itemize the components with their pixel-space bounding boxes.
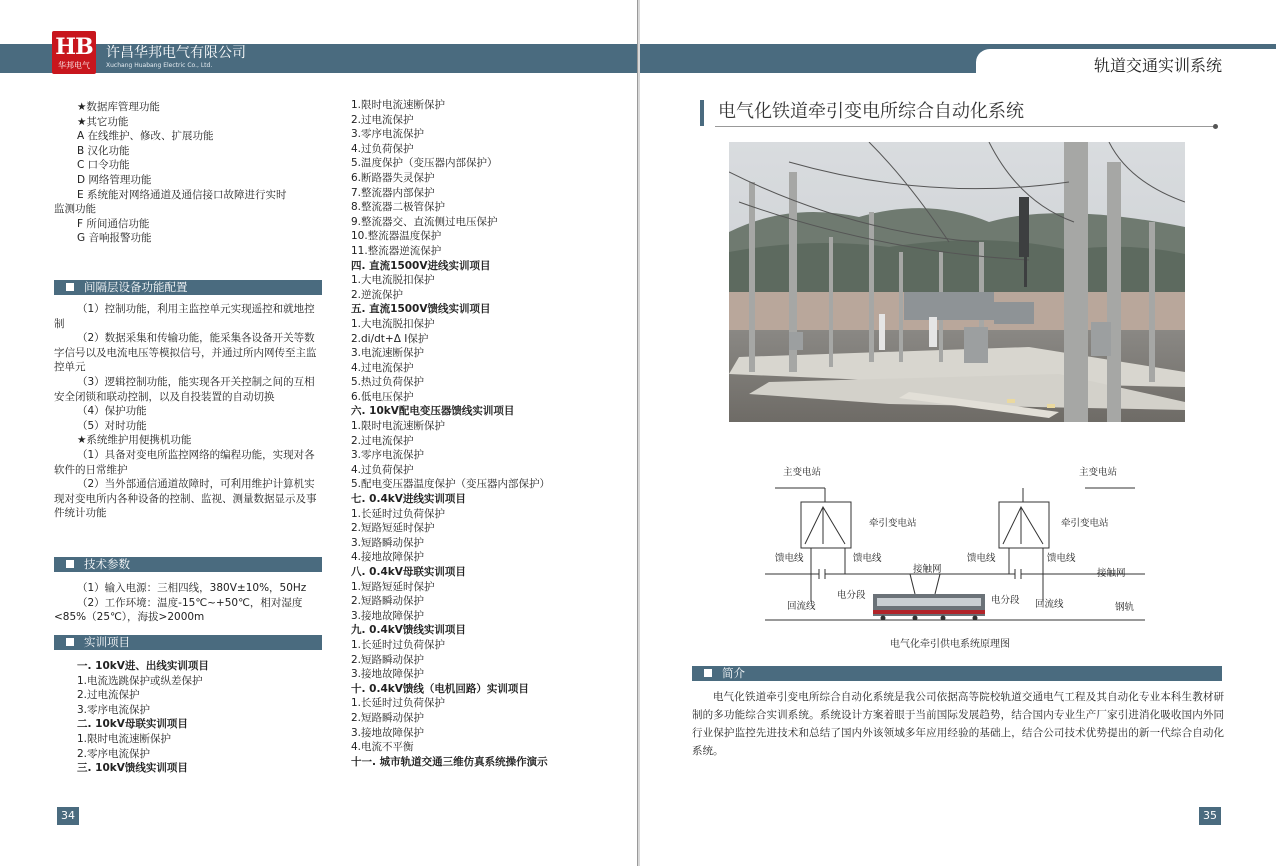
page-title: 电气化铁道牵引变电所综合自动化系统 <box>718 101 1024 122</box>
project-item: 1.大电流脱扣保护 <box>351 317 435 330</box>
project-item: 一. 10kV进、出线实训项目 <box>77 660 209 672</box>
project-item: 1.大电流脱扣保护 <box>351 274 435 287</box>
project-item: 2.逆流保护 <box>351 288 404 301</box>
project-item: 3.接地故障保护 <box>351 726 425 739</box>
features-list <box>54 100 322 246</box>
page-number: 34 <box>57 807 79 825</box>
training-projects-list <box>77 659 322 776</box>
label-return-line: 回流线 <box>1035 599 1064 610</box>
label-feeder: 馈电线 <box>1047 553 1076 564</box>
project-item: 5.热过负荷保护 <box>351 376 425 389</box>
feature-item: C 口令功能 <box>77 159 130 172</box>
project-item: 2.过电流保护 <box>77 689 140 702</box>
label-section: 电分段 <box>837 590 866 601</box>
company-name: 许昌华邦电气有限公司 <box>106 45 246 61</box>
project-item: 1.长延时过负荷保护 <box>351 507 446 520</box>
intro-paragraph: 电气化铁道牵引变电所综合自动化系统是我公司依据高等院校轨道交通电气工程及其自动化专业本科生教材研制的多功能综合实训系统。系统设计方案着眼于当前国际发展趋势，结合国内专业生产厂家引进消化吸收国内外同行业保护监控先进技术和总结了国内外该领域多年应用经验的基础上，结合公司技术优势提出的新一代综合自动化系统。 <box>692 691 1224 757</box>
project-item: 4.过负荷保护 <box>351 142 414 155</box>
page-number: 35 <box>1199 807 1221 825</box>
project-item: 十一. 城市轨道交通三维仿真系统操作演示 <box>351 755 548 768</box>
tech-params-list <box>54 581 322 625</box>
project-item: 3.接地故障保护 <box>351 609 425 622</box>
project-item: 五. 直流1500V馈线实训项目 <box>351 303 491 316</box>
label-feeder: 馈电线 <box>775 553 804 564</box>
label-section: 电分段 <box>991 595 1020 606</box>
title-dot <box>1213 124 1218 129</box>
feature-item: ★其它功能 <box>77 115 129 128</box>
feature-item: F 所间通信功能 <box>77 217 150 230</box>
project-item: 7.整流器内部保护 <box>351 186 435 199</box>
label-traction-substation: 牵引变电站 <box>1061 518 1109 529</box>
project-item: 七. 0.4kV进线实训项目 <box>351 493 466 506</box>
section-title: 技术参数 <box>84 557 130 571</box>
project-item: 2.短路短延时保护 <box>351 522 435 535</box>
project-item: 1.长延时过负荷保护 <box>351 697 446 710</box>
label-main-station: 主变电站 <box>783 467 822 478</box>
section-header-tech <box>54 557 322 572</box>
label-main-station: 主变电站 <box>1079 467 1118 478</box>
project-item: 10.整流器温度保护 <box>351 230 442 243</box>
feature-item: B 汉化功能 <box>77 144 130 157</box>
project-item: 2.零序电流保护 <box>77 747 151 760</box>
project-item: 3.零序电流保护 <box>77 703 151 716</box>
feature-item: 监测功能 <box>54 203 96 216</box>
label-feeder: 馈电线 <box>853 553 882 564</box>
project-item: 三. 10kV馈线实训项目 <box>77 762 188 775</box>
project-item: 1.限时电流速断保护 <box>351 420 446 433</box>
project-item: 2.过电流保护 <box>351 113 414 126</box>
project-item: 4.接地故障保护 <box>351 551 425 564</box>
section-title: 简介 <box>722 666 745 680</box>
title-underline <box>715 126 1215 127</box>
project-item: 十. 0.4kV馈线（电机回路）实训项目 <box>351 682 529 695</box>
substation-photo <box>729 142 1185 422</box>
project-item: 5.温度保护（变压器内部保护） <box>351 157 498 170</box>
project-item: 4.电流不平衡 <box>351 741 414 754</box>
bay-function-item: （3）逻辑控制功能，能实现各开关控制之间的互相安全闭锁和联动控制，以及自投装置的自动切换 <box>54 375 315 403</box>
project-item: 1.长延时过负荷保护 <box>351 638 446 651</box>
bay-function-item: ★系统维护用便携机功能 <box>77 434 192 447</box>
bay-function-item: （5）对时功能 <box>77 419 147 432</box>
project-item: 八. 0.4kV母联实训项目 <box>351 566 466 578</box>
feature-item: A 在线维护、修改、扩展功能 <box>77 130 214 143</box>
project-item: 2.短路瞬动保护 <box>351 711 425 724</box>
label-feeder: 馈电线 <box>967 553 996 564</box>
training-projects-list-2 <box>351 98 621 769</box>
project-item: 9.整流器交、直流侧过电压保护 <box>351 215 498 228</box>
logo-subtext: 华邦电气 <box>58 61 90 70</box>
label-contact-line: 接触网 <box>1097 568 1126 579</box>
project-item: 3.零序电流保护 <box>351 449 425 462</box>
bay-function-item: （1）控制功能，利用主监控单元实现遥控和就地控制 <box>54 303 315 330</box>
project-item: 2.短路瞬动保护 <box>351 653 425 666</box>
project-item: 2.di/dt+Δ I保护 <box>351 332 429 345</box>
bay-function-item: （1）具备对变电所监控网络的编程功能，实现对各软件的日常维护 <box>54 448 315 476</box>
feature-item: G 音响报警功能 <box>77 232 152 245</box>
diagram-caption: 电气化牵引供电系统原理图 <box>890 639 1010 650</box>
project-item: 2.短路瞬动保护 <box>351 595 425 608</box>
feature-item: D 网络管理功能 <box>77 173 152 186</box>
label-traction-substation: 牵引变电站 <box>869 518 917 529</box>
project-item: 4.过电流保护 <box>351 361 414 374</box>
project-item: 8.整流器二极管保护 <box>351 201 446 214</box>
project-item: 1.电流选跳保护或纵差保护 <box>77 674 203 687</box>
company-name-en: Xuchang Huabang Electric Co., Ltd. <box>106 62 213 69</box>
bay-functions-list <box>54 302 322 521</box>
project-item: 六. 10kV配电变压器馈线实训项目 <box>351 405 515 418</box>
feature-item: E 系统能对网络通道及通信接口故障进行实时 <box>77 188 287 201</box>
project-item: 3.接地故障保护 <box>351 668 425 681</box>
label-contact-line: 接触网 <box>913 564 942 575</box>
bay-function-item: （2）数据采集和传输功能，能采集各设备开关等数字信号以及电流电压等模拟信号，并通过所内网传至主监控单元 <box>54 332 317 374</box>
project-item: 3.零序电流保护 <box>351 128 425 141</box>
project-item: 四. 直流1500V进线实训项目 <box>351 259 491 272</box>
section-title: 间隔层设备功能配置 <box>84 280 188 294</box>
system-title: 轨道交通实训系统 <box>1093 56 1222 75</box>
project-item: 二. 10kV母联实训项目 <box>77 718 188 731</box>
project-item: 6.低电压保护 <box>351 390 414 403</box>
project-item: 1.限时电流速断保护 <box>77 732 172 745</box>
project-item: 2.过电流保护 <box>351 434 414 447</box>
bay-function-item: （2）当外部通信通道故障时，可利用维护计算机实现对变电所内各种设备的控制、监视、测量数据显示及事件统计功能 <box>54 478 317 520</box>
project-item: 3.电流速断保护 <box>351 347 425 360</box>
project-item: 11.整流器逆流保护 <box>351 244 442 257</box>
section-title: 实训项目 <box>84 635 130 649</box>
project-item: 1.短路短延时保护 <box>351 580 435 593</box>
left-page <box>0 0 637 866</box>
company-logo <box>52 31 96 74</box>
section-header-bay <box>54 280 322 295</box>
section-header-training <box>54 635 322 650</box>
traction-supply-diagram <box>765 462 1145 632</box>
bay-function-item: （4）保护功能 <box>77 405 147 418</box>
project-item: 5.配电变压器温度保护（变压器内部保护） <box>351 478 551 491</box>
feature-item: ★数据库管理功能 <box>77 101 160 113</box>
title-accent-bar <box>700 100 704 126</box>
project-item: 九. 0.4kV馈线实训项目 <box>351 624 466 637</box>
project-item: 6.断路器失灵保护 <box>351 171 435 184</box>
project-item: 4.过负荷保护 <box>351 463 414 476</box>
project-item: 3.短路瞬动保护 <box>351 536 425 549</box>
logo-text: HB <box>55 34 93 60</box>
tech-param-item: （2）工作环境：温度-15℃~+50℃，相对湿度<85%（25℃），海拔>2000m <box>54 596 303 624</box>
label-return-line: 回流线 <box>787 601 816 612</box>
tech-param-item: （1）输入电源：三相四线，380V±10%，50Hz <box>77 582 307 594</box>
section-header-intro <box>692 666 1222 681</box>
label-rail: 钢轨 <box>1115 602 1135 613</box>
project-item: 1.限时电流速断保护 <box>351 99 446 111</box>
